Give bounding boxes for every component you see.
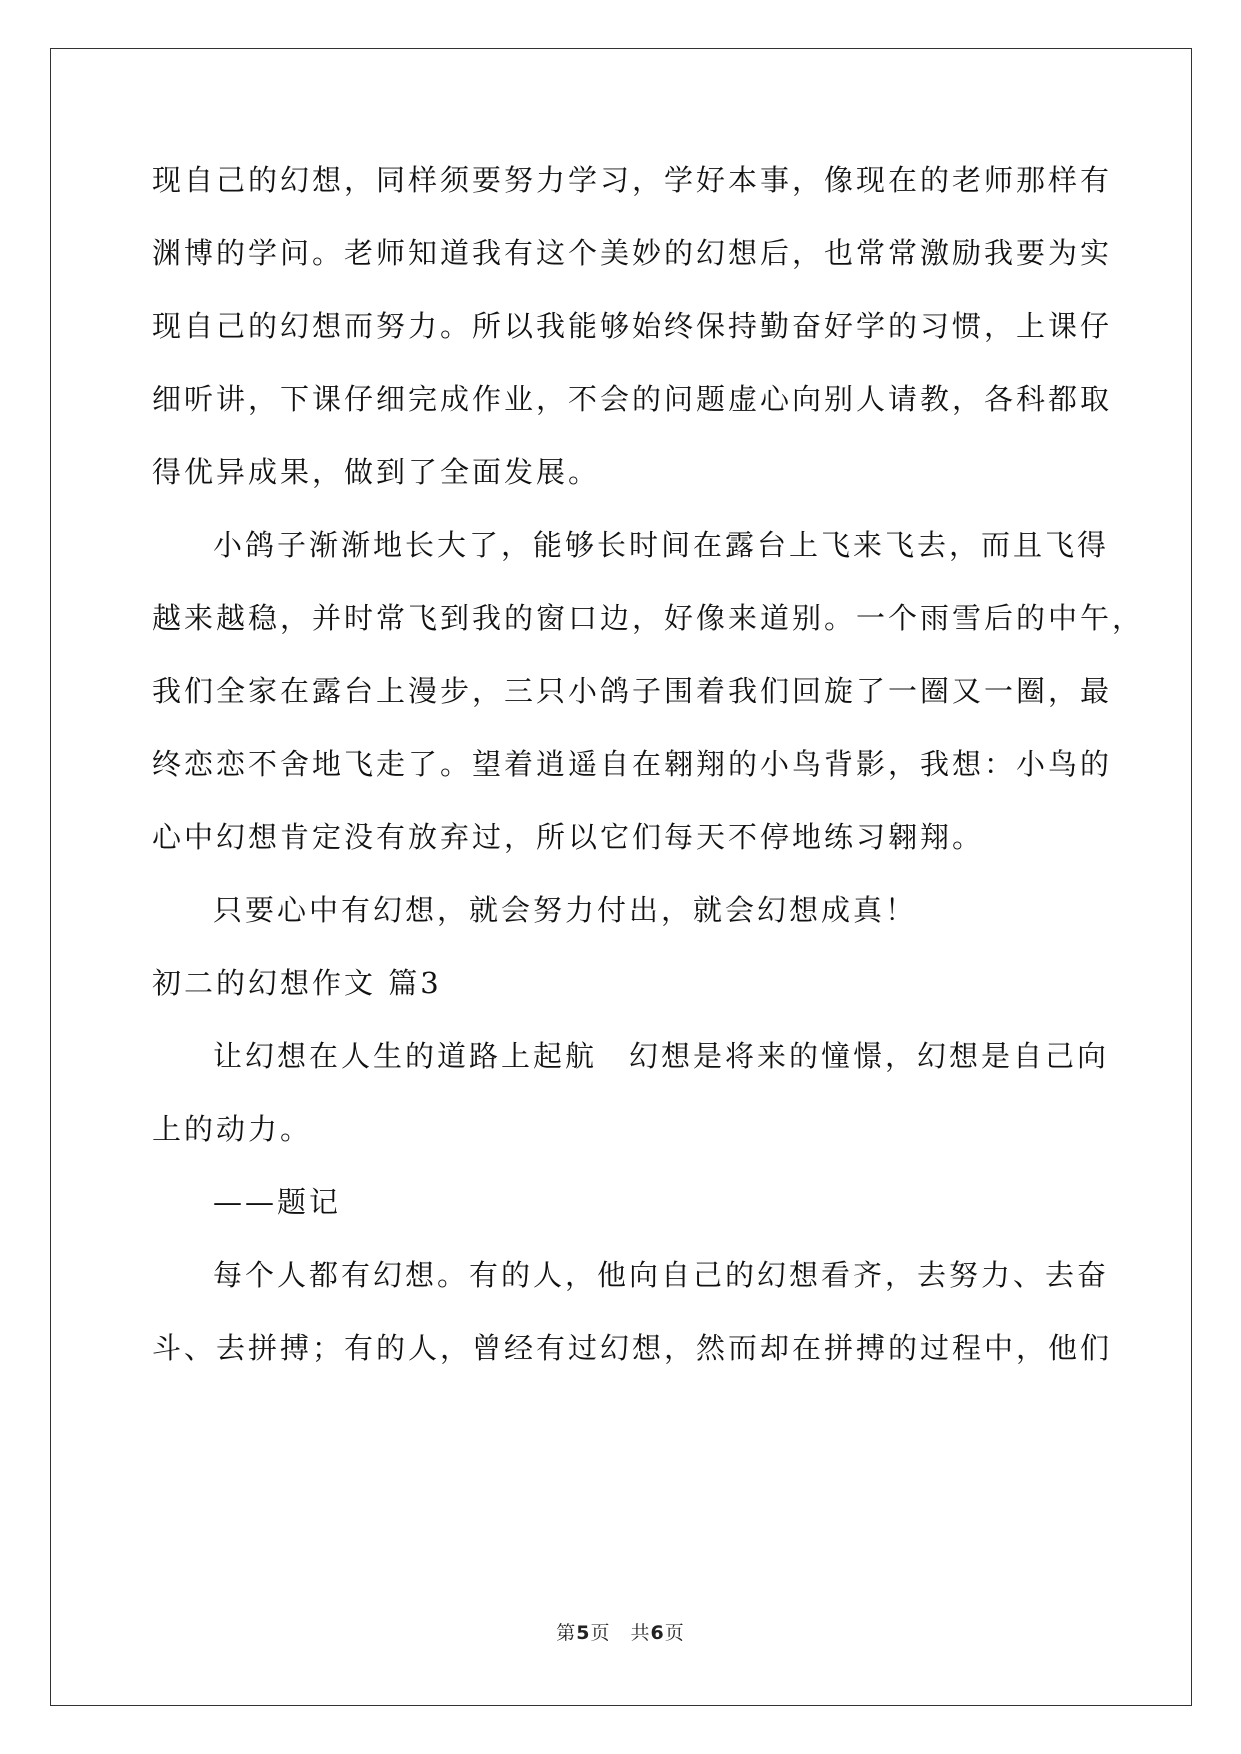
text-line: 细听讲，下课仔细完成作业，不会的问题虚心向别人请教，各科都取 [152,382,1113,416]
page-footer [0,1618,1241,1645]
text-line: 我们全家在露台上漫步，三只小鸽子围着我们回旋了一圈又一圈，最 [152,674,1113,708]
page-border [50,48,1192,1706]
text-line: 越来越稳，并时常飞到我的窗口边，好像来道别。一个雨雪后的中午， [152,601,1145,635]
text-line: 斗、去拼搏；有的人，曾经有过幻想，然而却在拼搏的过程中，他们 [152,1331,1113,1365]
text-line: 现自己的幻想而努力。所以我能够始终保持勤奋好学的习惯，上课仔 [152,309,1113,343]
paragraph-start-line: 只要心中有幻想，就会努力付出，就会幻想成真！ [213,893,918,927]
text-line: 渊博的学问。老师知道我有这个美妙的幻想后，也常常激励我要为实 [152,236,1113,270]
epigraph-note: ——题记 [213,1185,342,1219]
text-line: 现自己的幻想，同样须要努力学习，学好本事，像现在的老师那样有 [152,163,1113,197]
total-pages-number: 6 [650,1622,665,1644]
footer-prefix: 第 [556,1622,577,1644]
paragraph-start-line: 小鸽子渐渐地长大了，能够长时间在露台上飞来飞去，而且飞得 [213,528,1110,562]
footer-suffix: 页 [664,1622,685,1644]
text-line: 上的动力。 [152,1112,313,1146]
paragraph-start-line: 每个人都有幻想。有的人，他向自己的幻想看齐，去努力、去奋 [213,1258,1110,1292]
text-line: 心中幻想肯定没有放弃过，所以它们每天不停地练习翱翔。 [152,820,985,854]
paragraph-start-line: 让幻想在人生的道路上起航 幻想是将来的憧憬，幻想是自己向 [213,1039,1110,1073]
text-line: 终恋恋不舍地飞走了。望着逍遥自在翱翔的小鸟背影，我想：小鸟的 [152,747,1113,781]
current-page-number: 5 [576,1622,591,1644]
footer-mid: 页 共 [590,1622,651,1644]
section-heading: 初二的幻想作文 篇3 [152,966,442,1000]
text-line: 得优异成果，做到了全面发展。 [152,455,601,489]
